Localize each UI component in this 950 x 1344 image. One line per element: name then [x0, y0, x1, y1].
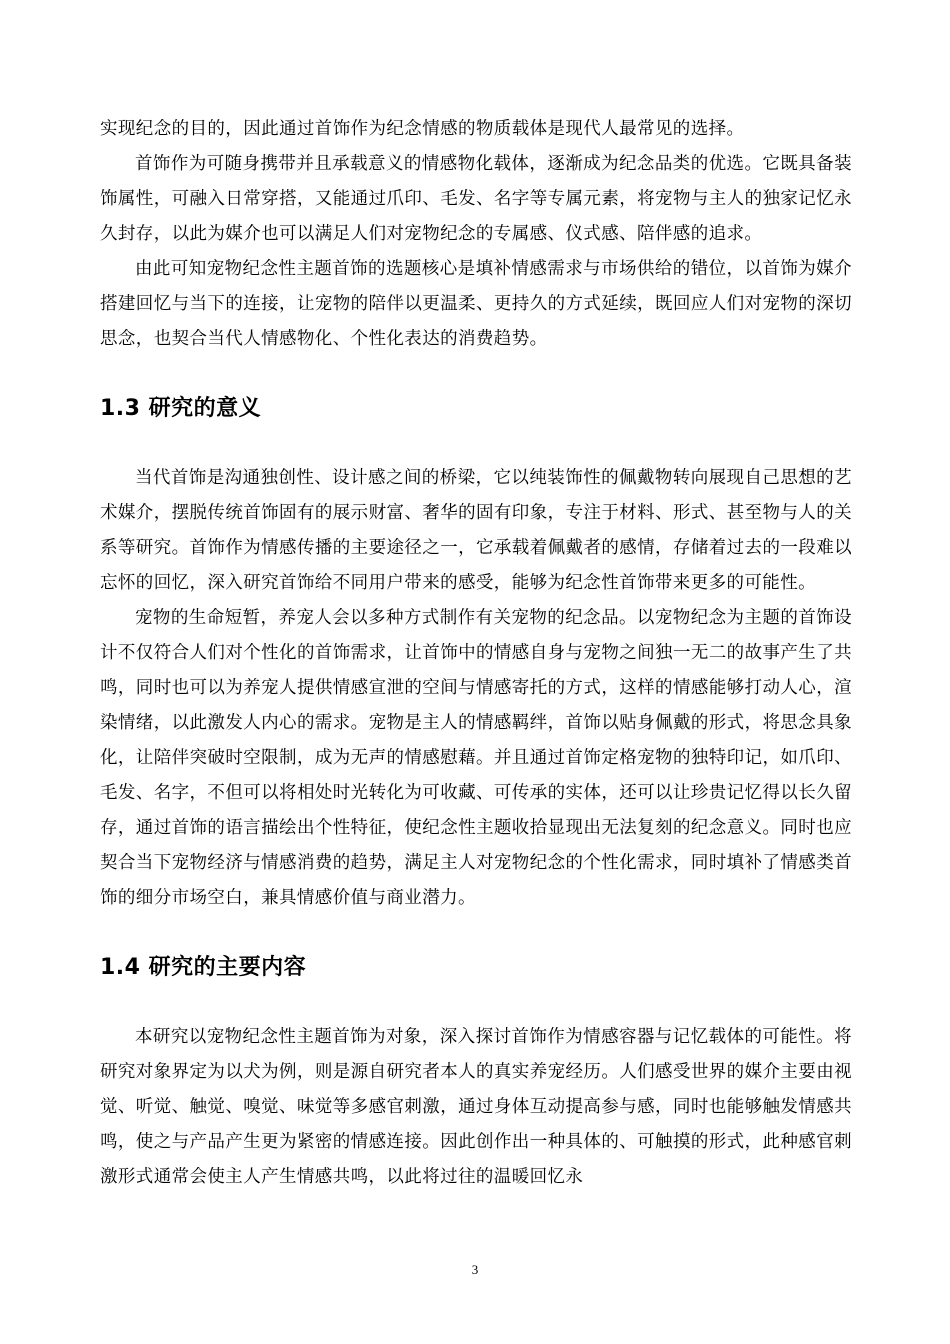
body-paragraph: 首饰作为可随身携带并且承载意义的情感物化载体，逐渐成为纪念品类的优选。它既具备装饰属性，可融入日常穿搭，又能通过爪印、毛发、名字等专属元素，将宠物与主人的独家记忆永久封存，以此为媒介也可以满足人们对宠物纪念的专属感、仪式感、陪伴感的追求。: [100, 154, 852, 244]
page-number: 3: [471, 1262, 479, 1277]
body-paragraph: 由此可知宠物纪念性主题首饰的选题核心是填补情感需求与市场供给的错位，以首饰为媒介搭建回忆与当下的连接，让宠物的陪伴以更温柔、更持久的方式延续，既回应人们对宠物的深切思念，也契合当代人情感物化、个性化表达的消费趋势。: [100, 259, 852, 349]
body-paragraph: 当代首饰是沟通独创性、设计感之间的桥梁，它以纯装饰性的佩戴物转向展现自己思想的艺术媒介，摆脱传统首饰固有的展示财富、奢华的固有印象，专注于材料、形式、甚至物与人的关系等研究。首饰作为情感传播的主要途径之一，它承载着佩戴者的感情，存储着过去的一段难以忘怀的回忆，深入研究首饰给不同用户带来的感受，能够为纪念性首饰带来更多的可能性。: [100, 468, 852, 593]
section-heading-1-4: 1.4 研究的主要内容: [100, 955, 307, 980]
page-body: [100, 112, 852, 1195]
body-paragraph: 宠物的生命短暂，养宠人会以多种方式制作有关宠物的纪念品。以宠物纪念为主题的首饰设计不仅符合人们对个性化的首饰需求，让首饰中的情感自身与宠物之间独一无二的故事产生了共鸣，同时也可以为养宠人提供情感宣泄的空间与情感寄托的方式，这样的情感能够打动人心，渲染情绪，以此激发人内心的需求。宠物是主人的情感羁绊，首饰以贴身佩戴的形式，将思念具象化，让陪伴突破时空限制，成为无声的情感慰藉。并且通过首饰定格宠物的独特印记，如爪印、毛发、名字，不但可以将相处时光转化为可收藏、可传承的实体，还可以让珍贵记忆得以长久留存，通过首饰的语言描绘出个性特征，使纪念性主题收拾显现出无法复刻的纪念意义。同时也应契合当下宠物经济与情感消费的趋势，满足主人对宠物纪念的个性化需求，同时填补了情感类首饰的细分市场空白，兼具情感价值与商业潜力。: [100, 608, 852, 908]
body-paragraph: 实现纪念的目的，因此通过首饰作为纪念情感的物质载体是现代人最常见的选择。: [100, 119, 745, 139]
section-heading-1-3: 1.3 研究的意义: [100, 396, 262, 421]
body-paragraph: 本研究以宠物纪念性主题首饰为对象，深入探讨首饰作为情感容器与记忆载体的可能性。将研究对象界定为以犬为例，则是源自研究者本人的真实养宠经历。人们感受世界的媒介主要由视觉、听觉、触觉、嗅觉、味觉等多感官刺激，通过身体互动提高参与感，同时也能够触发情感共鸣，使之与产品产生更为紧密的情感连接。因此创作出一种具体的、可触摸的形式，此种感官刺激形式通常会使主人产生情感共鸣，以此将过往的温暖回忆永: [100, 1027, 852, 1187]
